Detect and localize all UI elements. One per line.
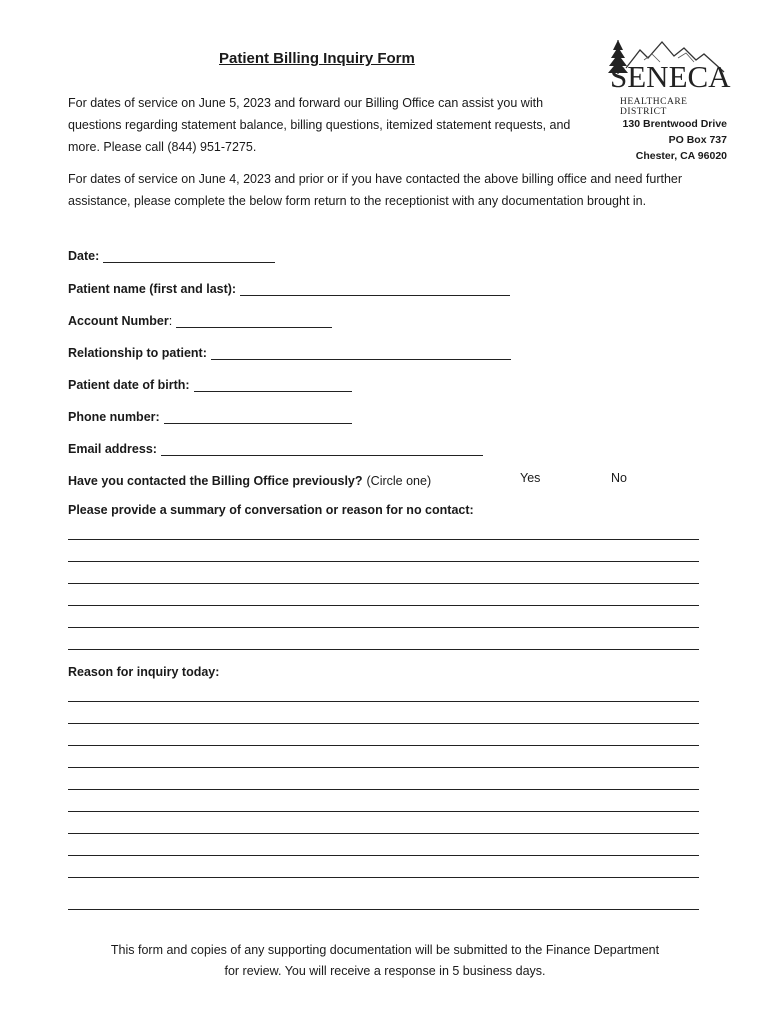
address-po-box: PO Box 737 (668, 134, 727, 146)
option-yes[interactable]: Yes (520, 471, 541, 485)
summary-line[interactable] (68, 649, 699, 650)
summary-line[interactable] (68, 605, 699, 606)
patient-name-field (68, 278, 510, 296)
address-street: 130 Brentwood Drive (622, 118, 727, 130)
reason-line[interactable] (68, 767, 699, 768)
form-title: Patient Billing Inquiry Form (219, 50, 415, 67)
reason-line[interactable] (68, 701, 699, 702)
email-field (68, 438, 483, 456)
reason-line[interactable] (68, 877, 699, 878)
mailing-address (623, 116, 727, 164)
phone-input-line[interactable] (164, 409, 352, 424)
relationship-label: Relationship to patient: (68, 346, 207, 360)
account-number-input-line[interactable] (176, 313, 332, 328)
summary-line[interactable] (68, 583, 699, 584)
reason-label: Reason for inquiry today: (68, 665, 220, 679)
reason-line[interactable] (68, 855, 699, 856)
dob-input-line[interactable] (194, 377, 352, 392)
email-label: Email address: (68, 442, 157, 456)
reason-line[interactable] (68, 909, 699, 910)
logo-subtitle: HEALTHCARE DISTRICT (620, 97, 688, 117)
seneca-logo (604, 38, 731, 117)
relationship-input-line[interactable] (211, 345, 511, 360)
intro-paragraph: For dates of service on June 5, 2023 and forward our Billing Office can assist you with questions regarding statement balance, billing questions, itemized statement requests, and more. Please call (844) 951-7275. (68, 96, 571, 154)
summary-line[interactable] (68, 627, 699, 628)
summary-label: Please provide a summary of conversation or reason for no contact: (68, 503, 474, 517)
account-number-label: Account Number (68, 314, 169, 328)
summary-line[interactable] (68, 561, 699, 562)
option-no[interactable]: No (611, 471, 627, 485)
logo-name: SENECA (610, 59, 731, 94)
relationship-field (68, 342, 511, 360)
reason-line[interactable] (68, 723, 699, 724)
date-label: Date: (68, 249, 100, 263)
email-input-line[interactable] (161, 441, 483, 456)
patient-name-label: Patient name (first and last): (68, 282, 237, 296)
date-input-line[interactable] (103, 248, 275, 263)
dob-label: Patient date of birth: (68, 378, 190, 392)
contacted-question (68, 470, 431, 488)
patient-name-input-line[interactable] (240, 281, 510, 296)
reason-line[interactable] (68, 789, 699, 790)
contacted-question-label: Have you contacted the Billing Office previously? (68, 474, 363, 488)
instructions-paragraph: For dates of service on June 4, 2023 and prior or if you have contacted the above billing office and need further assistance, please complete the below form return to the receptionist with any documentation brought in. (68, 172, 683, 208)
footer-note (60, 940, 710, 982)
circle-one-hint: (Circle one) (366, 474, 432, 488)
footer-line-1: This form and copies of any supporting documentation will be submitted to the Finance Department (110, 943, 660, 957)
address-city: Chester, CA 96020 (635, 150, 727, 162)
phone-field (68, 406, 352, 424)
account-number-field (68, 310, 332, 328)
reason-line[interactable] (68, 833, 699, 834)
reason-line[interactable] (68, 745, 699, 746)
account-number-colon: : (168, 314, 173, 328)
footer-line-2: for review. You will receive a response in 5 business days. (224, 964, 546, 978)
date-field (68, 245, 275, 263)
reason-line[interactable] (68, 811, 699, 812)
summary-line[interactable] (68, 539, 699, 540)
phone-label: Phone number: (68, 410, 160, 424)
dob-field (68, 374, 352, 392)
